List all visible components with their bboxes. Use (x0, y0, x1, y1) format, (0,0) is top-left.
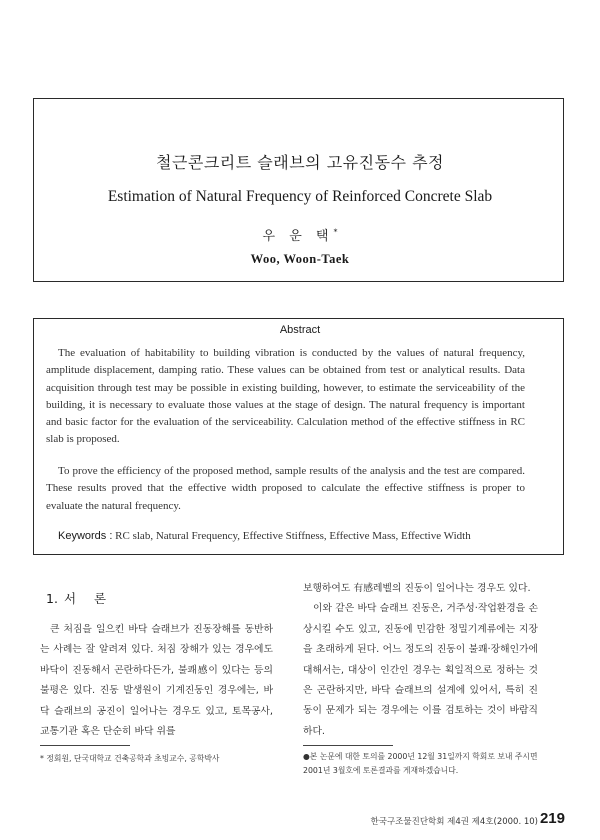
abstract-paragraph-2: To prove the efficiency of the proposed method, sample results of the analysis and the test are compared. These results proved that the effective width proposed to calculate the effective stiffness is proper to evaluate the natural frequency. (46, 465, 525, 512)
section-title: 서 론 (63, 591, 114, 606)
keywords-list: RC slab, Natural Frequency, Effective Stiffness, Effective Mass, Effective Width (115, 530, 471, 542)
footnote-rule-right (303, 745, 393, 746)
section-number: 1. (46, 591, 58, 606)
footer-journal: 한국구조물진단학회 제4권 제4호(2000. 10) (370, 817, 538, 827)
abstract-heading: Abstract (279, 324, 321, 336)
author-korean-name: 우 운 택 (262, 229, 334, 244)
footnote-rule-left (40, 745, 130, 746)
paper-title-korean: 철근콘크리트 슬래브의 고유진동수 추정 (155, 153, 444, 172)
page-number: 219 (539, 810, 565, 827)
body-text-right-paragraph: 이와 같은 바닥 슬래브 진동은, 거주성·작업환경을 손상시킬 수도 있고, 진동에 민감한 정밀기계류에는 지장을 초래하게 된다. 어느 정도의 진동이 불쾌·장해인가에 대해서는, 대상이 인간인 경우는 획일적으로 정하는 것은 곤란하지만, 바닥 슬래브의 설계에 있어서, 특히 진동이 문제가 되는 경우에는 이를 검토하는 것이 바람직하다. (303, 603, 538, 737)
footnote-author: * 정회원, 단국대학교 건축공학과 초빙교수, 공학박사 (40, 754, 220, 763)
body-text-right-line1: 보행하여도 有感레벨의 진동이 일어나는 경우도 있다. (303, 583, 531, 594)
body-text-right (303, 579, 538, 742)
keywords-label: Keywords : (58, 530, 113, 542)
footnote-discussion: ●본 논문에 대한 토의를 2000년 12월 31일까지 학회로 보내 주시면 2001년 3월호에 토론결과를 게재하겠습니다. (303, 752, 538, 775)
author-korean (0, 225, 600, 244)
body-text-left: 큰 처짐을 일으킨 바닥 슬래브가 진동장해를 동반하는 사례는 잘 알려져 있다. 처짐 장해가 있는 경우에도 바닥이 진동해서 곤란하다든가, 불쾌感이 있다는 등의 불평은 있다. 진동 발생원이 기계진동인 경우에는, 바닥 슬래브의 공진이 일어나는 경우도 있고, 토목공사, 교통기관 혹은 단순히 바닥 위를 (40, 624, 273, 738)
section-heading (46, 589, 113, 607)
paper-title-english: Estimation of Natural Frequency of Reinforced Concrete Slab (107, 188, 493, 205)
abstract-paragraph-1: The evaluation of habitability to building vibration is conducted by the values of natural frequency, amplitude displacement, damping ratio. These values can be obtained from test or analytical results. Data acquisition through test may be possible in existing building, however, to estimate the serviceability of the building, it is necessary to evaluate those values at the stage of design. The natural frequency is important and basic factor for the evaluation of the serviceability. Calculation method of the effective stiffness in RC slab is proposed. (46, 347, 525, 446)
author-english: Woo, Woon-Taek (250, 252, 350, 266)
keywords (58, 530, 538, 542)
author-footnote-mark: * (333, 227, 338, 237)
